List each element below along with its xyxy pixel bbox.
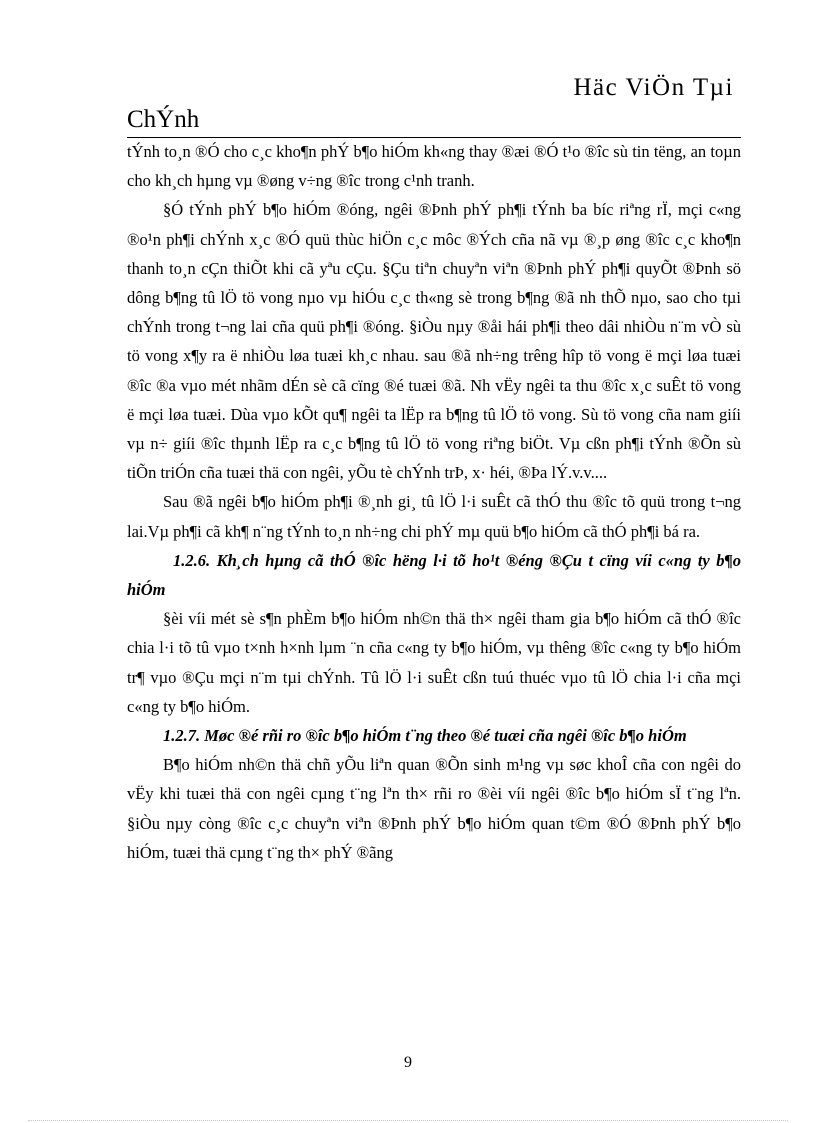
paragraph: B¶o hiÓm nh©n thä chñ yÕu liªn quan ®Õn sinh m¹ng vµ søc khoÎ cña con ngêi do vËy khi tuæi thä con ngêi cµng t¨ng lªn th× rñi ro ®èi víi ngêi ®îc b¶o hiÓm sÏ t¨ng lªn. §iÒu nµy còng ®îc c¸c chuyªn viªn ®Þnh phÝ b¶o hiÓm quan t©m ®Ó ®Þnh phÝ b¶o hiÓm, tuæi thä cµng t¨ng th× phÝ ®ãng xyxy=(127,755,741,862)
header-institution: Häc ViÖn Tµi xyxy=(573,74,734,101)
paragraph: §Ó tÝnh phÝ b¶o hiÓm ®óng, ngêi ®Þnh phÝ ph¶i tÝnh ba bíc riªng rÏ, mçi c«ng ®o¹n ph¶i chÝnh x¸c ®Ó quü thùc hiÖn c¸c môc ®Ých cña nã vµ ®¸p øng ®îc c¸c kho¶n thanh to¸n cÇn thiÕt khi cã yªu cÇu. §Çu tiªn chuyªn viªn ®Þnh phÝ ph¶i quyÕt ®Þnh sö dông b¶ng tû lÖ tö vong nµo vµ hiÓu c¸c th«ng sè trong b¶ng ®ã nh thÕ nµo, sao cho tµi chÝnh trong t¬ng lai cña quü ph¶i ®óng. §iÒu nµy ®åi hái ph¶i theo dâi nhiÒu n¨m vÒ sù tö vong x¶y ra ë nhiÒu løa tuæi kh¸c nhau. sau ®ã nh÷ng trêng hîp tö vong ë mçi løa tuæi ®îc ®a vµo mét nhãm dÉn sè cã cïng ®é tuæi ®ã. Nh vËy ngêi ta thu ®îc x¸c suÊt tö vong ë mçi løa tuæi. Dùa vµo kÕt qu¶ ngêi ta lËp ra b¶ng tû lÖ tö vong. Sù tö vong cña nam giíi vµ n÷ giíi ®îc thµnh lËp ra c¸c b¶ng tû lÖ tö vong riªng biÖt. Vµ cßn ph¶i tÝnh ®Õn sù tiÕn triÓn cña tuæi thä con ngêi, yÕu tè chÝnh trÞ, x· héi, ®Þa lÝ.v.v.... xyxy=(127,200,741,483)
document-body xyxy=(127,137,741,867)
header-institution-continued: ChÝnh xyxy=(127,106,200,133)
paragraph: tÝnh to¸n ®Ó cho c¸c kho¶n phÝ b¶o hiÓm kh«ng thay ®æi ®Ó t¹o ®îc sù tin tëng, an toµn cho kh¸ch hµng vµ ®øng v÷ng ®îc trong c¹nh tranh. xyxy=(127,142,741,191)
paragraph: §èi víi mét sè s¶n phÈm b¶o hiÓm nh©n thä th× ngêi tham gia b¶o hiÓm cã thÓ ®îc chia l·i tõ tû vµo t×nh h×nh lµm ¨n cña c«ng ty b¶o hiÓm, vµ thêng ®îc c«ng ty b¶o hiÓm tr¶ vµo ®Çu mçi n¨m tµi chÝnh. Tû lÖ l·i suÊt cßn tuú thuéc vµo tû lÖ chia l·i cña mçi c«ng ty b¶o hiÓm. xyxy=(127,609,741,716)
paragraph: Sau ®ã ngêi b¶o hiÓm ph¶i ®¸nh gi¸ tû lÖ l·i suÊt cã thÓ thu ®îc tõ quü trong t¬ng lai.Vµ ph¶i cã kh¶ n¨ng tÝnh to¸n nh÷ng chi phÝ mµ quü b¶o hiÓm cã thÓ ph¶i bá ra. xyxy=(127,492,741,541)
page-number: 9 xyxy=(404,1054,412,1071)
page-bottom-divider xyxy=(28,1120,788,1121)
section-heading: 1.2.6. Kh¸ch hµng cã thÓ ®îc hëng l·i tõ ho¹t ®éng ®Çu t cïng víi c«ng ty b¶o hiÓm xyxy=(127,550,741,600)
section-heading: 1.2.7. Møc ®é rñi ro ®îc b¶o hiÓm t¨ng theo ®é tuæi cña ngêi ®îc b¶o hiÓm xyxy=(163,726,687,746)
